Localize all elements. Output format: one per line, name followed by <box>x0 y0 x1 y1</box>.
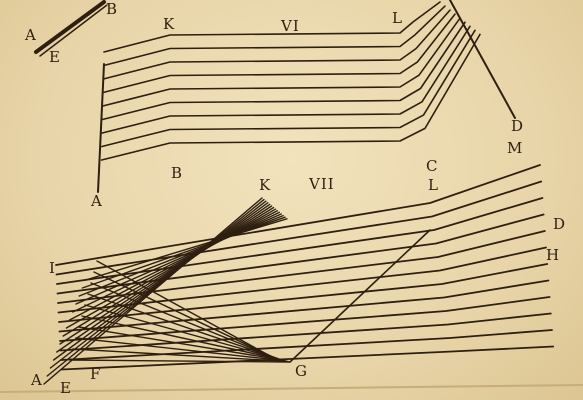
fig7-band-line <box>58 215 544 294</box>
fig7-label-l: L <box>428 176 439 194</box>
corner-label-a: A <box>25 26 37 44</box>
fig7-band-line <box>57 182 542 275</box>
fig6-line <box>102 26 470 133</box>
fig6-label-c: C <box>426 157 438 175</box>
fig7-label-e: E <box>60 379 72 397</box>
fig6-line <box>104 2 440 52</box>
fig6-label-d: D <box>511 117 524 135</box>
fig7-label-k: K <box>259 176 271 194</box>
fig7-number: VII <box>309 175 335 193</box>
fig6-line <box>102 34 480 160</box>
fig7-diag-line <box>57 204 270 352</box>
fig6-right-edge <box>450 0 515 118</box>
fig7-label-m: M <box>507 139 523 157</box>
fig7-label-d: D <box>553 215 566 233</box>
fig7-label-a: A <box>31 371 43 389</box>
fig7-label-h: H <box>546 246 560 264</box>
corner-label-e: E <box>49 48 61 66</box>
fig7-label-i: I <box>49 259 56 277</box>
figure-vi-lines <box>98 0 515 192</box>
fig7-label-f: F <box>90 365 101 383</box>
fig6-label-l: L <box>392 9 403 27</box>
fig6-label-a: A <box>91 192 103 210</box>
fig6-number: VI <box>281 17 300 35</box>
fig6-line <box>103 22 466 119</box>
fig6-left-edge <box>98 64 104 192</box>
figure-vii-lines <box>44 165 553 384</box>
corner-rod <box>36 2 104 52</box>
page-edge <box>0 385 583 392</box>
fig7-diag-line <box>60 206 272 344</box>
fig6-label-k: K <box>163 15 175 33</box>
fig7-label-g: G <box>295 362 308 380</box>
corner-label-b: B <box>106 0 118 18</box>
corner-rod-fragment <box>36 2 107 56</box>
fig6-label-b: B <box>171 164 183 182</box>
